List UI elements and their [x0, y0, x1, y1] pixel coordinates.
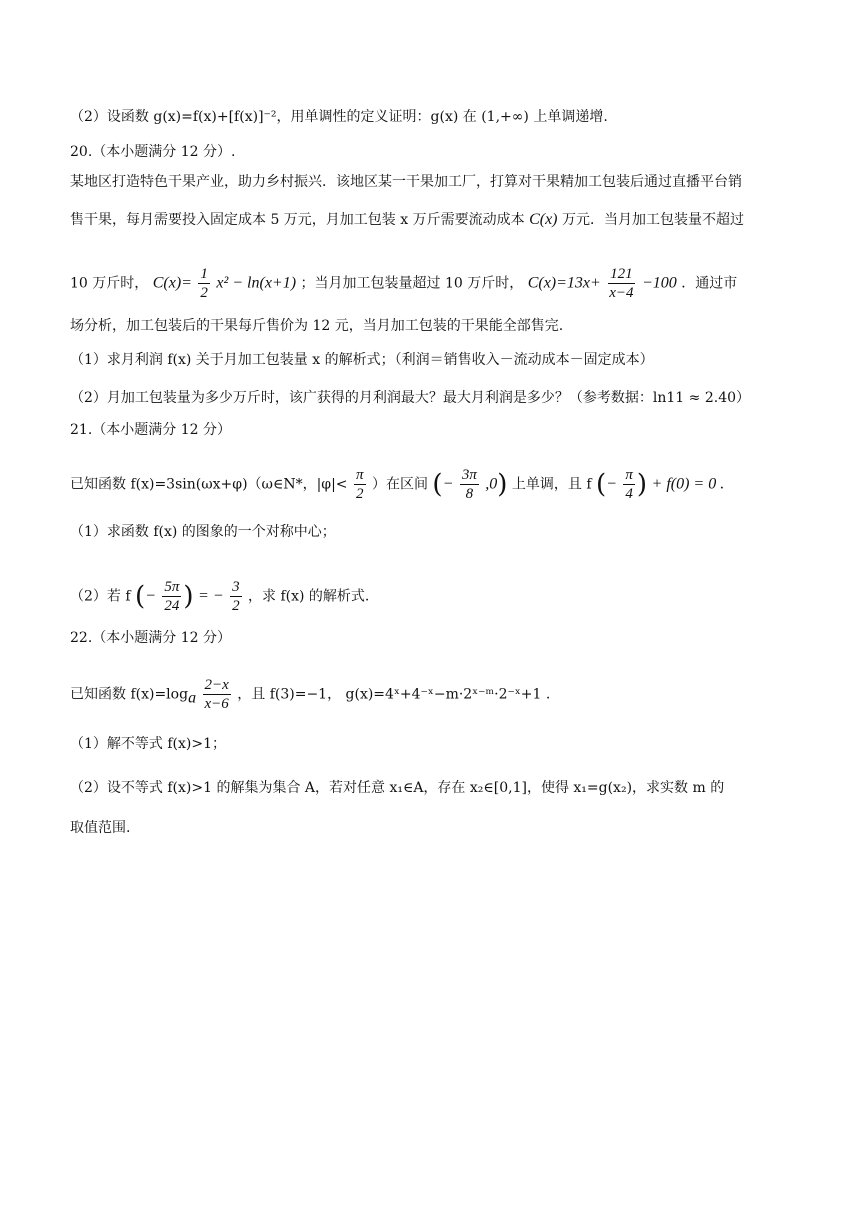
q20-frac-121 [607, 265, 635, 302]
q21-frac-pi2 [354, 466, 366, 503]
q21-part2: （2）若 f (− $\frac{5\pi}{24}$ ) = − $\frac{3}{2}$ ，求 f(x) 的解析式. [70, 579, 370, 614]
frac-den: x−6 [204, 696, 229, 712]
q22-stem-pre: 已知函数 f(x)=log [70, 686, 189, 703]
q19-part2-text: （2）设函数 g(x)=f(x)+[f(x)]⁻²，用单调性的定义证明：g(x) 在 (1,+∞) 上单调递增. [70, 109, 608, 125]
frac-num: 3π [461, 467, 477, 483]
frac-num: π [625, 467, 633, 483]
frac-den: 2 [356, 486, 364, 502]
q21-stem-mid: ）在区间 [371, 476, 428, 493]
frac-num: 121 [610, 266, 633, 282]
q19-part2 [70, 107, 795, 127]
q21-stem-post2: + f(0) = 0 . [651, 475, 725, 493]
q20-c-rhs1: x² − ln(x+1) [216, 274, 297, 292]
q20-para2 [70, 210, 795, 230]
q20-para3-mid: ；当月加工包装量超过 10 万斤时， [300, 275, 524, 292]
frac-den: 4 [625, 486, 633, 502]
q20-part1: （1）求月利润 f(x) 关于月加工包装量 x 的解析式；（利润＝销售收入－流动成本－固定成本） [70, 352, 654, 368]
q22-frac [203, 676, 231, 713]
frac-num: 5π [164, 579, 180, 595]
q22-part1: （1）解不等式 f(x)>1； [70, 736, 226, 752]
q22-header: 22.（本小题满分 12 分） [70, 630, 231, 646]
q20-para2-post: 万元．当月加工包装量不超过 [561, 212, 744, 228]
q20-para1: 某地区打造特色干果产业，助力乡村振兴．该地区某一干果加工厂，打算对干果精加工包装后通过直播平台销 [70, 174, 742, 190]
q21-header: 21.（本小题满分 12 分） [70, 422, 231, 438]
q20-c-lhs2: C(x)=13x+ [527, 274, 601, 292]
q21-part2-mid: = − [198, 587, 224, 605]
q22-log-base: a [188, 689, 197, 707]
q22-part2-line2: 取值范围. [70, 820, 131, 836]
q20-para3 [70, 265, 795, 302]
q21-stem-post1: 上单调，且 f [511, 476, 592, 493]
frac-num: π [356, 467, 364, 483]
frac-den: 24 [164, 598, 180, 614]
q20-para4: 场分析，加工包装后的干果每斤售价为 12 元，当月加工包装的干果能全部售完. [70, 318, 564, 334]
q21-frac-pi4 [623, 466, 635, 503]
frac-den: 2 [232, 598, 240, 614]
q21-interval-tail: ,0 [485, 475, 498, 493]
frac-num: 2−x [204, 677, 229, 693]
frac-num: 1 [200, 266, 208, 282]
q20-frac-half [198, 265, 210, 302]
q21-part2-pre: （2）若 f [70, 588, 131, 605]
q21-frac-5pi24 [162, 578, 181, 615]
q20-para3-pre: 10 万斤时， [70, 275, 149, 292]
q21-part1: （1）求函数 f(x) 的图象的一个对称中心； [70, 524, 336, 540]
q20-para3-post: ．通过市 [681, 275, 738, 292]
q20-part2: （2）月加工包装量为多少万斤时，该广获得的月利润最大？最大月利润是多少？（参考数据：ln11 ≈ 2.40） [70, 390, 751, 406]
q20-header: 20.（本小题满分 12 分）. [70, 144, 236, 160]
q20-cost-function: C(x) [529, 211, 558, 228]
q20-c-lhs: C(x)= [152, 274, 192, 292]
q21-frac-3pi8 [460, 466, 479, 503]
frac-den: 2 [200, 285, 208, 301]
q22-stem [70, 676, 795, 713]
q20-c-rhs2: −100 [642, 274, 677, 292]
q20-para2-pre: 售干果，每月需要投入固定成本 5 万元，月加工包装 x 万斤需要流动成本 [70, 212, 525, 228]
q21-stem-pre: 已知函数 f(x)=3sin(ωx+φ)（ω∈N*，|φ|< [70, 476, 348, 493]
frac-num: 3 [232, 579, 240, 595]
frac-den: x−4 [609, 285, 634, 301]
q22-stem-post: ，且 f(3)=−1， g(x)=4ˣ+4⁻ˣ−m·2ˣ⁻ᵐ·2⁻ˣ+1 . [237, 686, 551, 703]
q21-stem: 已知函数 f(x)=3sin(ωx+φ)（ω∈N*，|φ|< $\frac{\pi}{2}$ ）在区间 (− $\frac{3\pi}{8}$ ,0) 上单调，且 f (− $\frac{\pi}{4}$ ) + f(0) = 0 . [70, 467, 725, 502]
q21-frac-3-2 [230, 578, 242, 615]
q22-part2-line1: （2）设不等式 f(x)>1 的解集为集合 A，若对任意 x₁∈A，存在 x₂∈[0,1]，使得 x₁=g(x₂)，求实数 m 的 [70, 780, 725, 796]
q21-part2-post: ，求 f(x) 的解析式. [248, 588, 370, 605]
frac-den: 8 [465, 486, 474, 502]
